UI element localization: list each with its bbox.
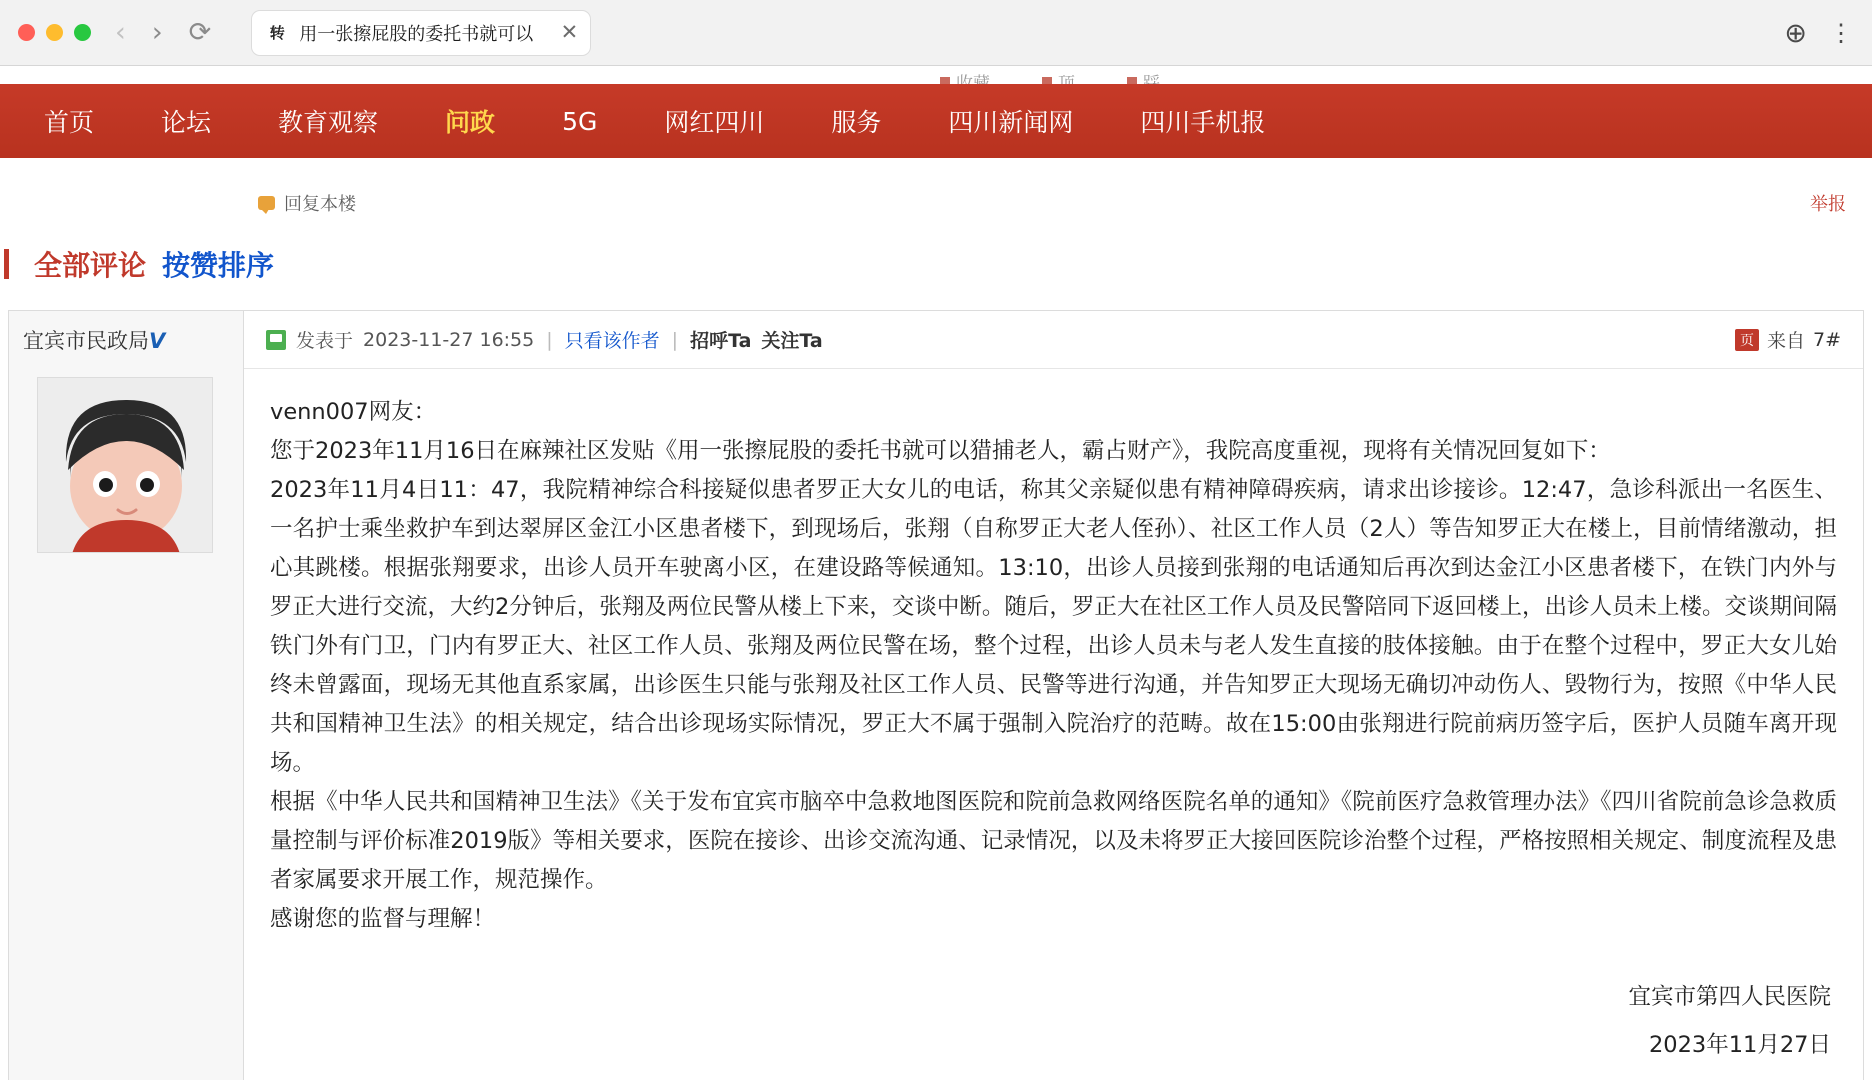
browser-tab[interactable] (251, 10, 591, 56)
nav-item-services[interactable] (791, 103, 908, 139)
comment-source (1735, 326, 1841, 353)
author-name-row (9, 325, 243, 355)
nav-item-home[interactable] (0, 103, 121, 139)
nav-link-influencer-sichuan[interactable]: 网红四川 (664, 108, 765, 137)
floor-number: 7# (1812, 328, 1841, 351)
navigation-buttons (115, 19, 211, 46)
only-author-link[interactable]: 只看该作者 (564, 330, 660, 352)
nav-item-sichuan-news[interactable] (908, 103, 1100, 139)
globe-icon[interactable]: ⊕ (1784, 17, 1807, 49)
toolbar-right-actions (1784, 0, 1854, 66)
reload-icon[interactable]: ⟳ (188, 17, 212, 48)
paragraph-3: 根据《中华人民共和国精神卫生法》《关于发布宜宾市脑卒中急救地图医院和院前急救网络医院名单的通知》《院前医疗急救管理办法》《四川省院前急诊急救质量控制与评价标准2019版》等相关要求，医院在接诊、出诊交流沟通、记录情况，以及未将罗正大接回医院诊治整个过程，严格按照相关规定、制度流程及患者家属要求开展工作，规范操作。 (270, 789, 1837, 893)
nav-item-education[interactable] (238, 103, 405, 139)
nav-item-forum[interactable] (121, 103, 238, 139)
signature-organization: 宜宾市第四人民医院 (1628, 984, 1831, 1010)
avatar-illustration (38, 378, 213, 553)
paragraph-1: 您于2023年11月16日在麻辣社区发贴《用一张擦屁股的委托书就可以猎捕老人，霸占财产》，我院高度重视，现将有关情况回复如下： (270, 438, 1611, 464)
nav-link-politics[interactable]: 问政 (445, 108, 496, 137)
reply-button[interactable] (258, 190, 356, 216)
close-window-button[interactable] (18, 24, 35, 41)
report-link[interactable]: 举报 (1810, 194, 1846, 214)
paragraph-2: 2023年11月4日11：47，我院精神综合科接疑似患者罗正大女儿的电话，称其父亲疑似患有精神障碍疾病，请求出诊接诊。12:47，急诊科派出一名医生、一名护士乘坐救护车到达翠屏区金江小区患者楼下，到现场后，张翔（自称罗正大老人侄孙）、社区工作人员（2人）等告知罗正大在楼上，目前情绪激动，担心其跳楼。根据张翔要求，出诊人员开车驶离小区，在建设路等候通知。13:10，出诊人员接到张翔的电话通知后再次到达金江小区患者楼下，在铁门内外与罗正大进行交流，大约2分钟后，张翔及两位民警从楼上下来，交谈中断。随后，罗正大在社区工作人员及民警陪同下返回楼上，出诊人员未上楼。交谈期间隔铁门外有门卫，门内有罗正大、社区工作人员、张翔及两位民警在场，整个过程，出诊人员未与老人发生直接的肢体接触。由于在整个过程中，罗正大女儿始终未曾露面，现场无其他直系家属，出诊医生只能与张翔及社区工作人员、民警等进行沟通，并告知罗正大现场无确切冲动伤人、毁物行为，按照《中华人民共和国精神卫生法》的相关规定，结合出诊现场实际情况，罗正大不属于强制入院治疗的范畴。故在15:00由张翔进行院前病历签字后，医护人员随车离开现场。 (270, 477, 1837, 776)
comment-body (244, 369, 1863, 1069)
meta-divider-2: | (671, 328, 679, 351)
close-icon[interactable]: ✕ (560, 20, 579, 44)
tab-all-comments[interactable]: 全部评论 (34, 249, 147, 282)
post-date: 2023-11-27 16:55 (363, 328, 535, 351)
nav-link-forum[interactable]: 论坛 (161, 108, 212, 137)
nav-link-sichuan-mobile-news[interactable]: 四川手机报 (1140, 108, 1266, 137)
nav-item-influencer-sichuan[interactable] (624, 103, 791, 139)
header-accent-bar (4, 249, 9, 279)
nav-item-sichuan-mobile-news[interactable] (1100, 103, 1292, 139)
nav-link-education[interactable]: 教育观察 (278, 108, 379, 137)
follow-user-link[interactable]: 关注Ta (761, 330, 823, 352)
verified-badge: V (149, 329, 166, 353)
maximize-window-button[interactable] (74, 24, 91, 41)
comment-author-panel (9, 311, 244, 1080)
greet-user-link[interactable]: 招呼Ta (690, 330, 752, 352)
comment-card (8, 310, 1864, 1080)
nav-link-sichuan-news[interactable]: 四川新闻网 (948, 108, 1074, 137)
forward-icon[interactable]: › (151, 17, 163, 48)
favicon-icon: 转 (269, 24, 285, 42)
page-content (0, 66, 1872, 1080)
avatar[interactable] (37, 377, 213, 553)
nav-link-home[interactable]: 首页 (44, 108, 95, 137)
source-label: 来自 (1766, 330, 1805, 352)
nav-item-politics[interactable] (405, 103, 522, 139)
site-navigation (0, 84, 1872, 158)
minimize-window-button[interactable] (46, 24, 63, 41)
comments-header (0, 244, 274, 284)
window-controls (18, 24, 91, 41)
meta-divider: | (546, 328, 553, 351)
nav-link-5g[interactable]: 5G (562, 106, 598, 136)
nav-item-5g[interactable] (522, 107, 624, 136)
posted-prefix: 发表于 (296, 330, 354, 352)
tab-title: 用一张擦屁股的委托书就可以 (299, 23, 534, 45)
browser-toolbar (0, 0, 1872, 66)
back-icon[interactable]: ‹ (115, 17, 126, 48)
post-icon (266, 330, 286, 350)
signature-date: 2023年11月27日 (1648, 1032, 1831, 1058)
paragraph-4: 感谢您的监督与理解！ (270, 906, 496, 932)
more-options-icon[interactable]: ⋮ (1829, 19, 1854, 47)
salutation: venn007网友： (270, 399, 437, 425)
comment-meta (244, 311, 1863, 369)
tab-sort-by-likes[interactable]: 按赞排序 (162, 249, 275, 282)
speech-bubble-icon (258, 196, 275, 210)
author-name[interactable]: 宜宾市民政局 (23, 329, 149, 353)
source-icon: 页 (1735, 329, 1759, 351)
reply-label: 回复本楼 (284, 194, 356, 214)
signature-block (270, 973, 1837, 1069)
reply-bar (0, 186, 1872, 220)
nav-link-services[interactable]: 服务 (831, 108, 882, 137)
comment-content-panel (244, 311, 1863, 1080)
